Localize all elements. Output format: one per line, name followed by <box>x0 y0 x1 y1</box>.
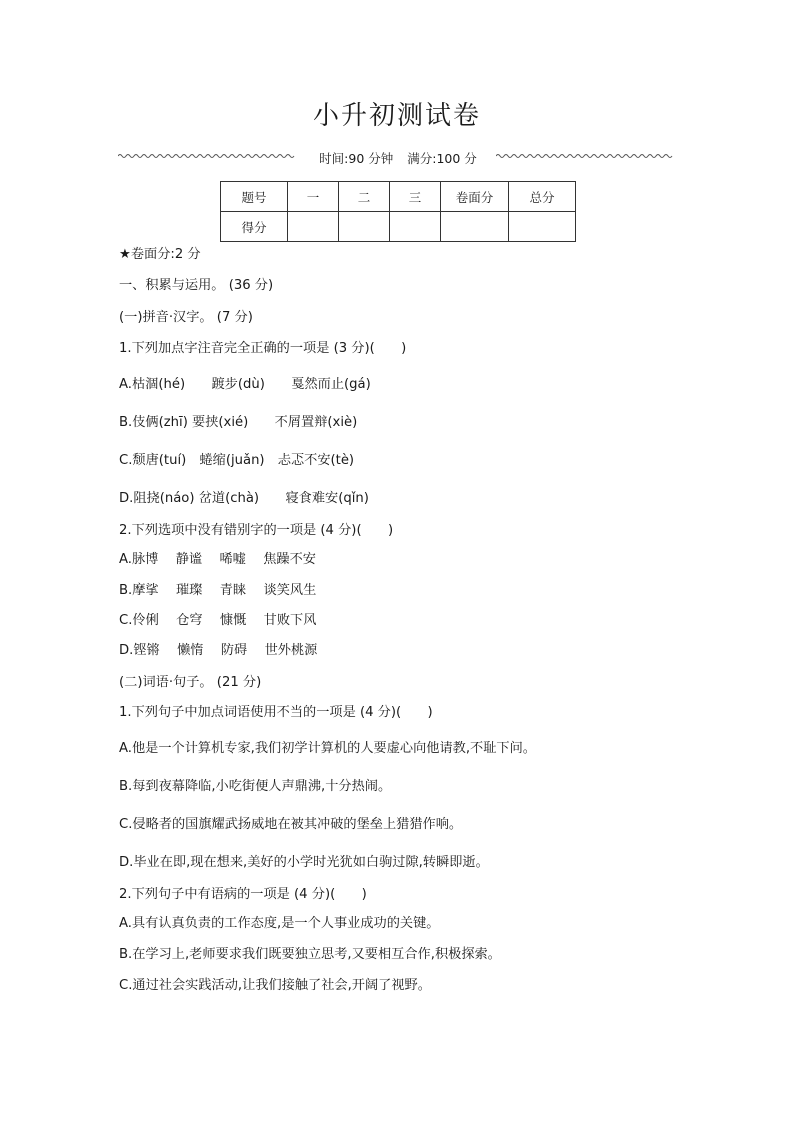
score-table-header-row <box>221 182 576 212</box>
exam-meta <box>312 150 484 168</box>
score-table <box>220 181 576 242</box>
score-cell[interactable] <box>441 212 509 242</box>
question-option: D.铿锵 懒惰 防碍 世外桃源 <box>119 643 318 658</box>
score-header-cell: 一 <box>288 182 339 212</box>
question-option: D.阻挠(náo) 岔道(chà) 寝食难安(qǐn) <box>119 491 369 506</box>
note-neatness-score: ★卷面分:2 分 <box>119 247 201 262</box>
question-option: D.毕业在即,现在想来,美好的小学时光犹如白驹过隙,转瞬即逝。 <box>119 855 489 870</box>
page-title: 小升初测试卷 <box>312 101 481 131</box>
question-stem: 1.下列加点字注音完全正确的一项是 (3 分)( ) <box>119 341 407 356</box>
question-option: B.每到夜幕降临,小吃街便人声鼎沸,十分热闹。 <box>119 779 392 794</box>
score-header-cell: 总分 <box>509 182 576 212</box>
exam-time: 时间:90 分钟 <box>319 151 394 166</box>
score-header-cell: 二 <box>339 182 390 212</box>
subsection-heading: (一)拼音·汉字。 (7 分) <box>119 310 253 325</box>
exam-meta-row <box>118 150 674 170</box>
question-option: C.通过社会实践活动,让我们接触了社会,开阔了视野。 <box>119 978 431 993</box>
score-row-label: 得分 <box>221 212 288 242</box>
score-header-cell: 卷面分 <box>441 182 509 212</box>
subsection-heading: (二)词语·句子。 (21 分) <box>119 675 262 690</box>
question-option: C.颓唐(tuí) 蜷缩(juǎn) 忐忑不安(tè) <box>119 453 355 468</box>
question-stem: 1.下列句子中加点词语使用不当的一项是 (4 分)( ) <box>119 705 433 720</box>
question-option: C.侵略者的国旗耀武扬威地在被其冲破的堡垒上猎猎作响。 <box>119 817 463 832</box>
question-option: B.伎俩(zhī) 要挟(xié) 不屑置辩(xiè) <box>119 415 358 430</box>
score-header-cell: 三 <box>390 182 441 212</box>
score-cell[interactable] <box>339 212 390 242</box>
score-cell[interactable] <box>288 212 339 242</box>
score-cell[interactable] <box>390 212 441 242</box>
score-header-cell: 题号 <box>221 182 288 212</box>
question-option: A.具有认真负责的工作态度,是一个人事业成功的关键。 <box>119 916 440 931</box>
question-option: B.在学习上,老师要求我们既要独立思考,又要相互合作,积极探索。 <box>119 947 501 962</box>
question-option: A.脉博 静谧 唏嘘 焦躁不安 <box>119 552 316 567</box>
decorative-wave-left <box>118 153 296 159</box>
question-option: A.枯涸(hé) 踱步(dù) 戛然而止(gá) <box>119 377 371 392</box>
question-stem: 2.下列句子中有语病的一项是 (4 分)( ) <box>119 887 367 902</box>
question-stem: 2.下列选项中没有错别字的一项是 (4 分)( ) <box>119 523 394 538</box>
question-option: B.摩挲 璀璨 青睐 谈笑风生 <box>119 583 317 598</box>
question-option: C.伶俐 仓穹 慷慨 甘败下风 <box>119 613 317 628</box>
section-heading: 一、积累与运用。 (36 分) <box>119 278 274 293</box>
decorative-wave-right <box>496 153 674 159</box>
question-option: A.他是一个计算机专家,我们初学计算机的人要虚心向他请教,不耻下问。 <box>119 741 536 756</box>
score-cell[interactable] <box>509 212 576 242</box>
exam-full-score: 满分:100 分 <box>407 151 477 166</box>
score-table-score-row <box>221 212 576 242</box>
